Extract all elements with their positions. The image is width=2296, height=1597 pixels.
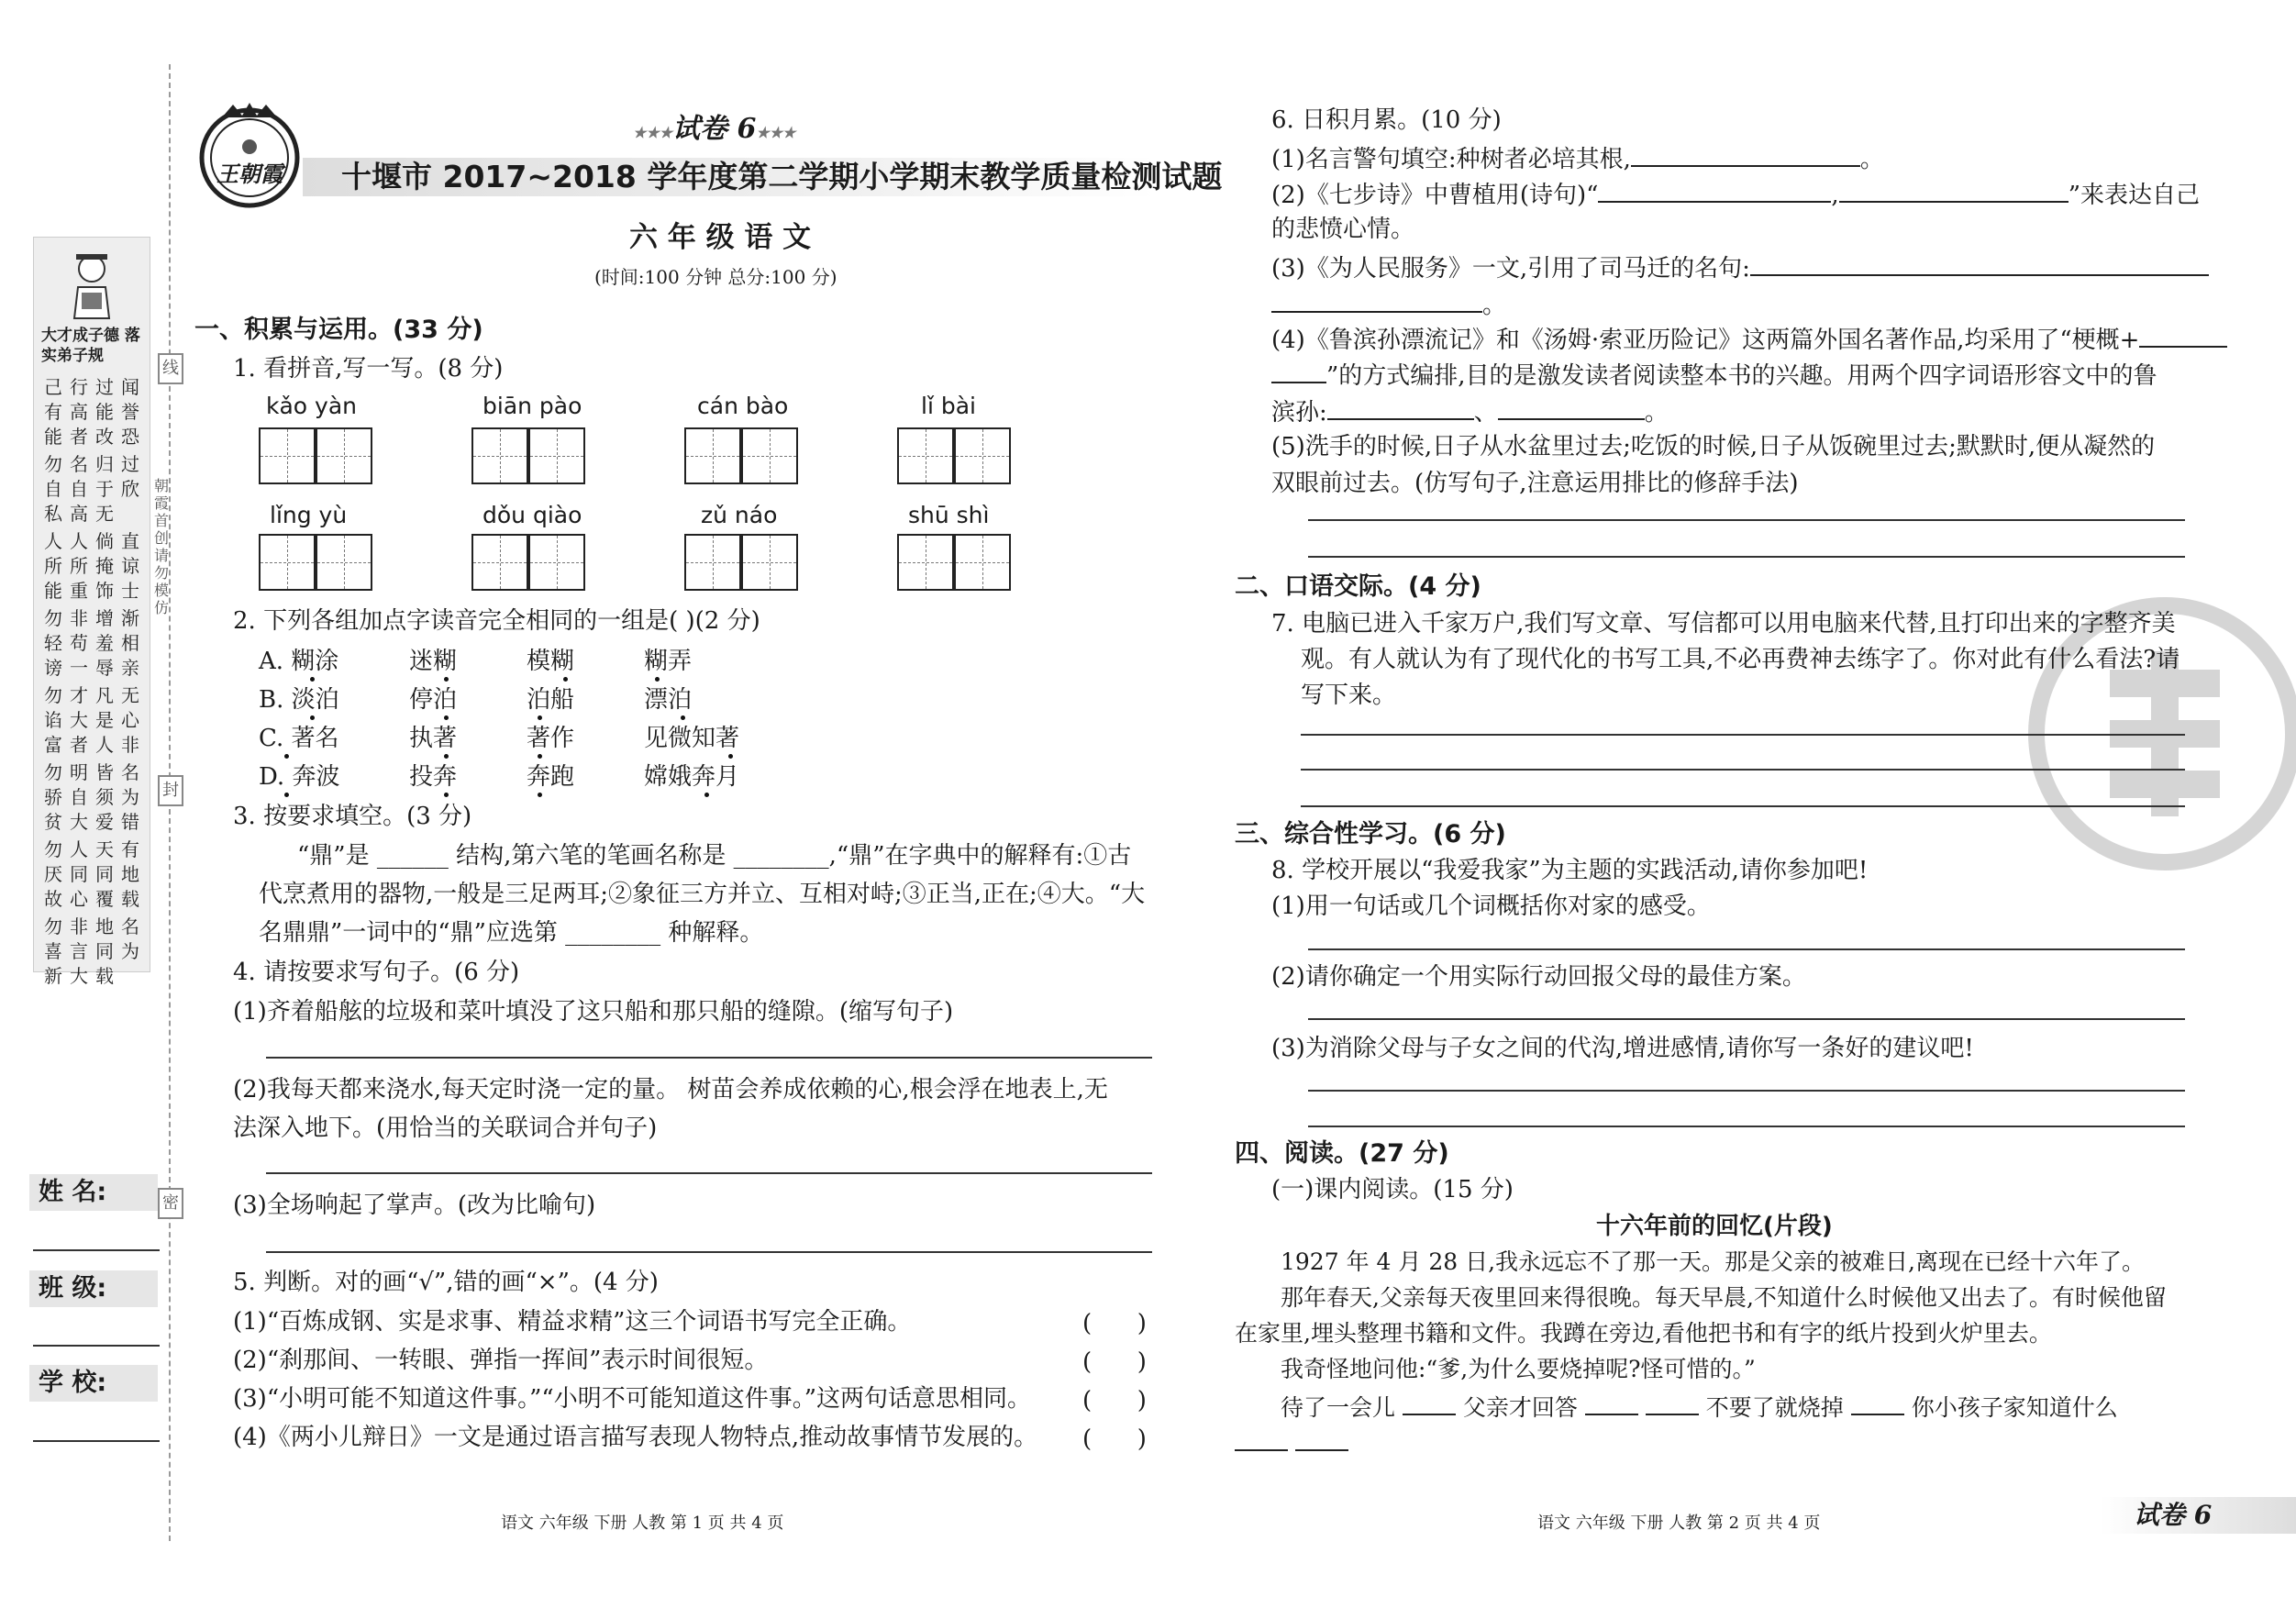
q2-option: 迷糊 bbox=[409, 648, 458, 675]
q7-line: 7. 电脑已进入千家万户,我们写文章、写信都可以用电脑来代替,且打印出来的字整齐美 bbox=[1271, 610, 2176, 638]
answer-line[interactable] bbox=[1301, 769, 2185, 771]
pinyin-1: kǎo yàn bbox=[266, 393, 357, 419]
q7-line: 写下来。 bbox=[1301, 682, 1397, 709]
pinyin-2: biān pào bbox=[482, 393, 582, 419]
q6-label: 6. 日积月累。(10 分) bbox=[1271, 106, 1502, 134]
q5-answer-paren[interactable]: ( ) bbox=[1082, 1310, 1147, 1337]
q2-option: 执著 bbox=[409, 725, 458, 752]
punctuation-blank[interactable] bbox=[1295, 1429, 1348, 1451]
writing-box[interactable] bbox=[741, 427, 798, 484]
emphasis-dot bbox=[655, 677, 660, 682]
emphasis-dot bbox=[538, 793, 542, 797]
emphasis-dot bbox=[538, 715, 542, 720]
pinyin-7: zǔ náo bbox=[701, 502, 778, 528]
q8-part-1: (1)用一句话或几个词概括你对家的感受。 bbox=[1271, 893, 1711, 920]
q5-answer-paren[interactable]: ( ) bbox=[1082, 1348, 1147, 1376]
q4-part-2-cont: 法深入地下。(用恰当的关联词合并句子) bbox=[233, 1115, 658, 1142]
writing-box[interactable] bbox=[684, 534, 741, 591]
exam-time: (时间:100 分钟 总分:100 分) bbox=[594, 266, 837, 288]
class-field[interactable] bbox=[33, 1345, 160, 1347]
q8-part-3: (3)为消除父母与子女之间的代沟,增进感情,请你写一条好的建议吧! bbox=[1271, 1035, 1974, 1062]
writing-box[interactable] bbox=[741, 534, 798, 591]
paper-title: 十堰市 2017~2018 学年度第二学期小学期末教学质量检测试题 bbox=[341, 159, 1223, 194]
punctuation-blank[interactable] bbox=[1851, 1393, 1904, 1415]
fill-blank[interactable] bbox=[1839, 181, 2069, 203]
pinyin-5: lǐng yù bbox=[270, 502, 348, 528]
emphasis-dot bbox=[444, 715, 449, 720]
binding-mark: 线 bbox=[158, 353, 183, 384]
name-field[interactable] bbox=[33, 1249, 160, 1251]
writing-box[interactable] bbox=[471, 534, 528, 591]
writing-box[interactable] bbox=[259, 427, 316, 484]
answer-line[interactable] bbox=[266, 1057, 1152, 1059]
paper-badge-text: 试卷 6 bbox=[672, 113, 757, 145]
paper-badge-top: ★★★试卷 6★★★ bbox=[633, 113, 796, 145]
q6-part-3-cont: 。 bbox=[1271, 291, 1506, 317]
writing-box[interactable] bbox=[471, 427, 528, 484]
q2-option: 著作 bbox=[527, 725, 575, 752]
q6-part-2: (2)《七步诗》中曹植用(诗句)“ , ”来表达自己 bbox=[1271, 182, 2200, 209]
reading-paragraph: 在家里,埋头整理书籍和文件。我蹲在旁边,看他把书和有字的纸片投到火炉里去。 bbox=[1235, 1320, 2052, 1347]
writing-box[interactable] bbox=[954, 534, 1011, 591]
answer-line[interactable] bbox=[1308, 1126, 2185, 1127]
answer-line[interactable] bbox=[1301, 734, 2185, 736]
q2-label: 2. 下列各组加点字读音完全相同的一组是( )(2 分) bbox=[233, 607, 760, 635]
reading-paragraph: 我奇怪地问他:“爹,为什么要烧掉呢?怪可惜的。” bbox=[1281, 1356, 1756, 1382]
section-1-heading: 一、积累与运用。(33 分) bbox=[194, 316, 483, 344]
q5-answer-paren[interactable]: ( ) bbox=[1082, 1425, 1147, 1453]
emphasis-dot bbox=[310, 677, 315, 682]
q6-part-2-cont: 的悲愤心情。 bbox=[1271, 216, 1415, 243]
q6-part-4-cont: ”的方式编排,目的是激发读者阅读整本书的兴趣。用两个四字词语形容文中的鲁 bbox=[1271, 361, 2157, 388]
q3-line: 代烹煮用的器物,一般是三足两耳;②象征三方并立、互相对峙;③正当,正在;④大。“大 bbox=[259, 881, 1146, 908]
poem-columns: 己有能 行高者 过能改 闻誉恐 勿自私 名自高 归于无 过欣 人所能 人所重 倘掩饰 直谅士 勿轻谤 非苟一 增羞辱 渐相亲 勿谄富 才大者 凡是人 无心非 勿骄贫 明自大 皆须爱 名为错 勿厌故 人同心 天同覆 有地载 勿喜新 非言大 地同载 名为 bbox=[44, 376, 139, 987]
name-label: 姓 名: bbox=[29, 1174, 158, 1211]
writing-box[interactable] bbox=[259, 534, 316, 591]
pinyin-4: lǐ bài bbox=[921, 393, 976, 419]
emphasis-dot bbox=[563, 677, 568, 682]
q2-option: 模糊 bbox=[527, 648, 575, 675]
q2-option: B. 淡泊 bbox=[259, 686, 339, 714]
q5-item: (3)“小明可能不知道这件事。”“小明不可能知道这件事。”这两句话意思相同。 bbox=[233, 1385, 1031, 1413]
writing-box[interactable] bbox=[316, 534, 372, 591]
writing-box[interactable] bbox=[528, 427, 585, 484]
punctuation-blank[interactable] bbox=[1585, 1393, 1638, 1415]
logo-text: 王朝霞 bbox=[216, 161, 283, 187]
q2-option: 漂泊 bbox=[644, 686, 693, 714]
q2-option: C. 著名 bbox=[259, 725, 339, 752]
fill-blank[interactable] bbox=[1498, 398, 1645, 420]
q5-item: (2)“刹那间、一转眼、弹指一挥间”表示时间很短。 bbox=[233, 1347, 769, 1374]
q4-label: 4. 请按要求写句子。(6 分) bbox=[233, 959, 520, 986]
emphasis-dot bbox=[728, 754, 733, 759]
fill-blank[interactable] bbox=[1631, 145, 1860, 167]
fill-blank[interactable] bbox=[2139, 326, 2227, 348]
emphasis-dot bbox=[444, 677, 449, 682]
answer-line[interactable] bbox=[1301, 805, 2185, 807]
answer-line[interactable] bbox=[1308, 1090, 2185, 1092]
q8-part-2: (2)请你确定一个用实际行动回报父母的最佳方案。 bbox=[1271, 963, 1806, 991]
q2-option: 投奔 bbox=[409, 763, 458, 791]
q6-part-4-cont2: 滨孙: 、 。 bbox=[1271, 399, 1669, 427]
q7-line: 观。有人就认为有了现代化的书写工具,不必再费神去练字了。你对此有什么看法?请 bbox=[1301, 646, 2180, 673]
publisher-logo bbox=[194, 101, 305, 211]
fill-blank[interactable] bbox=[1750, 254, 2209, 276]
pinyin-3: cán bào bbox=[697, 393, 789, 419]
answer-line[interactable] bbox=[1308, 556, 2185, 558]
reading-paragraph: 那年春天,父亲每天夜里回来得很晚。每天早晨,不知道什么时候他又出去了。有时候他留 bbox=[1281, 1284, 2167, 1311]
q6-part-3: (3)《为人民服务》一文,引用了司马迁的名句: bbox=[1271, 254, 2209, 281]
binding-mark: 封 bbox=[158, 775, 183, 806]
writing-box[interactable] bbox=[954, 427, 1011, 484]
q3-line: 名鼎鼎”一词中的“鼎”应选第 ________ 种解释。 bbox=[259, 919, 764, 947]
answer-line[interactable] bbox=[266, 1172, 1152, 1174]
answer-line[interactable] bbox=[1308, 948, 2185, 950]
q2-option: 嫦娥奔月 bbox=[644, 763, 740, 791]
fill-blank[interactable] bbox=[1598, 181, 1831, 203]
emphasis-dot bbox=[284, 793, 289, 797]
emphasis-dot bbox=[681, 715, 685, 720]
q8-label: 8. 学校开展以“我爱我家”为主题的实践活动,请你参加吧! bbox=[1271, 857, 1869, 884]
q5-item: (4)《两小儿辩日》一文是通过语言描写表现人物特点,推动故事情节发展的。 bbox=[233, 1424, 1038, 1451]
subject-title: 六 年 级 语 文 bbox=[629, 221, 812, 254]
q4-part-3: (3)全场响起了掌声。(改为比喻句) bbox=[233, 1192, 596, 1219]
pinyin-6: dǒu qiào bbox=[482, 502, 582, 528]
writing-box[interactable] bbox=[528, 534, 585, 591]
writing-box[interactable] bbox=[897, 427, 954, 484]
writing-box[interactable] bbox=[897, 534, 954, 591]
writing-box[interactable] bbox=[316, 427, 372, 484]
q6-part-5-cont: 双眼前过去。(仿写句子,注意运用排比的修辞手法) bbox=[1271, 470, 1799, 497]
emphasis-dot bbox=[538, 754, 542, 759]
motto-text: 大才成子德 落实弟子规 bbox=[41, 327, 140, 365]
q3-line: “鼎”是 ______ 结构,第六笔的笔画名称是 ________,“鼎”在字典中的解释有:①古 bbox=[297, 842, 1132, 870]
section-4-heading: 四、阅读。(27 分) bbox=[1235, 1139, 1449, 1168]
q2-option: 停泊 bbox=[409, 686, 458, 714]
emphasis-dot bbox=[444, 793, 449, 797]
school-field[interactable] bbox=[33, 1440, 160, 1442]
footer-right: 语文 六年级 下册 人教 第 2 页 共 4 页 bbox=[1537, 1514, 1821, 1533]
reading-title: 十六年前的回忆(片段) bbox=[1596, 1213, 1833, 1240]
reading-paragraph: 1927 年 4 月 28 日,我永远忘不了那一天。那是父亲的被难日,离现在已经十六年了。 bbox=[1281, 1248, 2145, 1275]
footer-badge: 试卷 6 bbox=[2134, 1500, 2213, 1530]
punctuation-blank[interactable] bbox=[1403, 1393, 1456, 1415]
q2-option: 奔跑 bbox=[527, 763, 575, 791]
q5-item: (1)“百炼成钢、实是求事、精益求精”这三个词语书写完全正确。 bbox=[233, 1308, 912, 1336]
motto-panel bbox=[33, 237, 150, 987]
punctuation-blank[interactable] bbox=[1646, 1393, 1699, 1415]
emphasis-dot bbox=[284, 754, 289, 759]
fill-blank[interactable] bbox=[1327, 398, 1474, 420]
reading-subsection: (一)课内阅读。(15 分) bbox=[1271, 1176, 1514, 1203]
reading-punctuation-line-2 bbox=[1235, 1429, 1348, 1455]
punctuation-blank[interactable] bbox=[1235, 1429, 1288, 1451]
pinyin-8: shū shì bbox=[908, 502, 990, 528]
binding-note: 朝霞首创 请勿模仿 bbox=[154, 477, 170, 616]
emphasis-dot bbox=[310, 715, 315, 720]
footer-left: 语文 六年级 下册 人教 第 1 页 共 4 页 bbox=[501, 1514, 784, 1533]
reading-punctuation-line: 待了一会儿 父亲才回答 不要了就烧掉 你小孩子家知道什么 bbox=[1281, 1394, 2118, 1421]
q3-label: 3. 按要求填空。(3 分) bbox=[233, 803, 472, 830]
q2-option: 泊船 bbox=[527, 686, 575, 714]
q2-option: 见微知著 bbox=[644, 725, 740, 752]
answer-line[interactable] bbox=[1308, 519, 2185, 521]
emphasis-dot bbox=[704, 793, 709, 797]
q6-part-1: (1)名言警句填空:种树者必培其根, 。 bbox=[1271, 146, 1884, 173]
binding-mark: 密 bbox=[158, 1188, 183, 1219]
q2-option: A. 糊涂 bbox=[259, 648, 339, 675]
q2-option: 糊弄 bbox=[644, 648, 693, 675]
q4-part-2: (2)我每天都来浇水,每天定时浇一定的量。 树苗会养成依赖的心,根会浮在地表上,无 bbox=[233, 1076, 1108, 1103]
q6-part-5: (5)洗手的时候,日子从水盆里过去;吃饭的时候,日子从饭碗里过去;默默时,便从凝然的 bbox=[1271, 433, 2156, 460]
answer-line[interactable] bbox=[1308, 1018, 2185, 1020]
section-3-heading: 三、综合性学习。(6 分) bbox=[1235, 820, 1506, 848]
q2-option: D. 奔波 bbox=[259, 763, 340, 791]
emphasis-dot bbox=[444, 754, 449, 759]
section-2-heading: 二、口语交际。(4 分) bbox=[1235, 572, 1481, 601]
scholar-figure bbox=[63, 247, 120, 320]
q4-part-1: (1)齐着船舷的垃圾和菜叶填没了这只船和那只船的缝隙。(缩写句子) bbox=[233, 998, 954, 1026]
answer-line[interactable] bbox=[266, 1251, 1152, 1253]
q5-label: 5. 判断。对的画“√”,错的画“×”。(4 分) bbox=[233, 1269, 659, 1296]
q6-part-4: (4)《鲁滨孙漂流记》和《汤姆·索亚历险记》这两篇外国名著作品,均采用了“梗概+ bbox=[1271, 326, 2227, 352]
q1-label: 1. 看拼音,写一写。(8 分) bbox=[233, 355, 504, 383]
class-label: 班 级: bbox=[29, 1270, 158, 1307]
school-label: 学 校: bbox=[29, 1365, 158, 1402]
fill-blank[interactable] bbox=[1271, 361, 1326, 383]
fill-blank[interactable] bbox=[1271, 291, 1482, 313]
q5-answer-paren[interactable]: ( ) bbox=[1082, 1387, 1147, 1414]
writing-box[interactable] bbox=[684, 427, 741, 484]
